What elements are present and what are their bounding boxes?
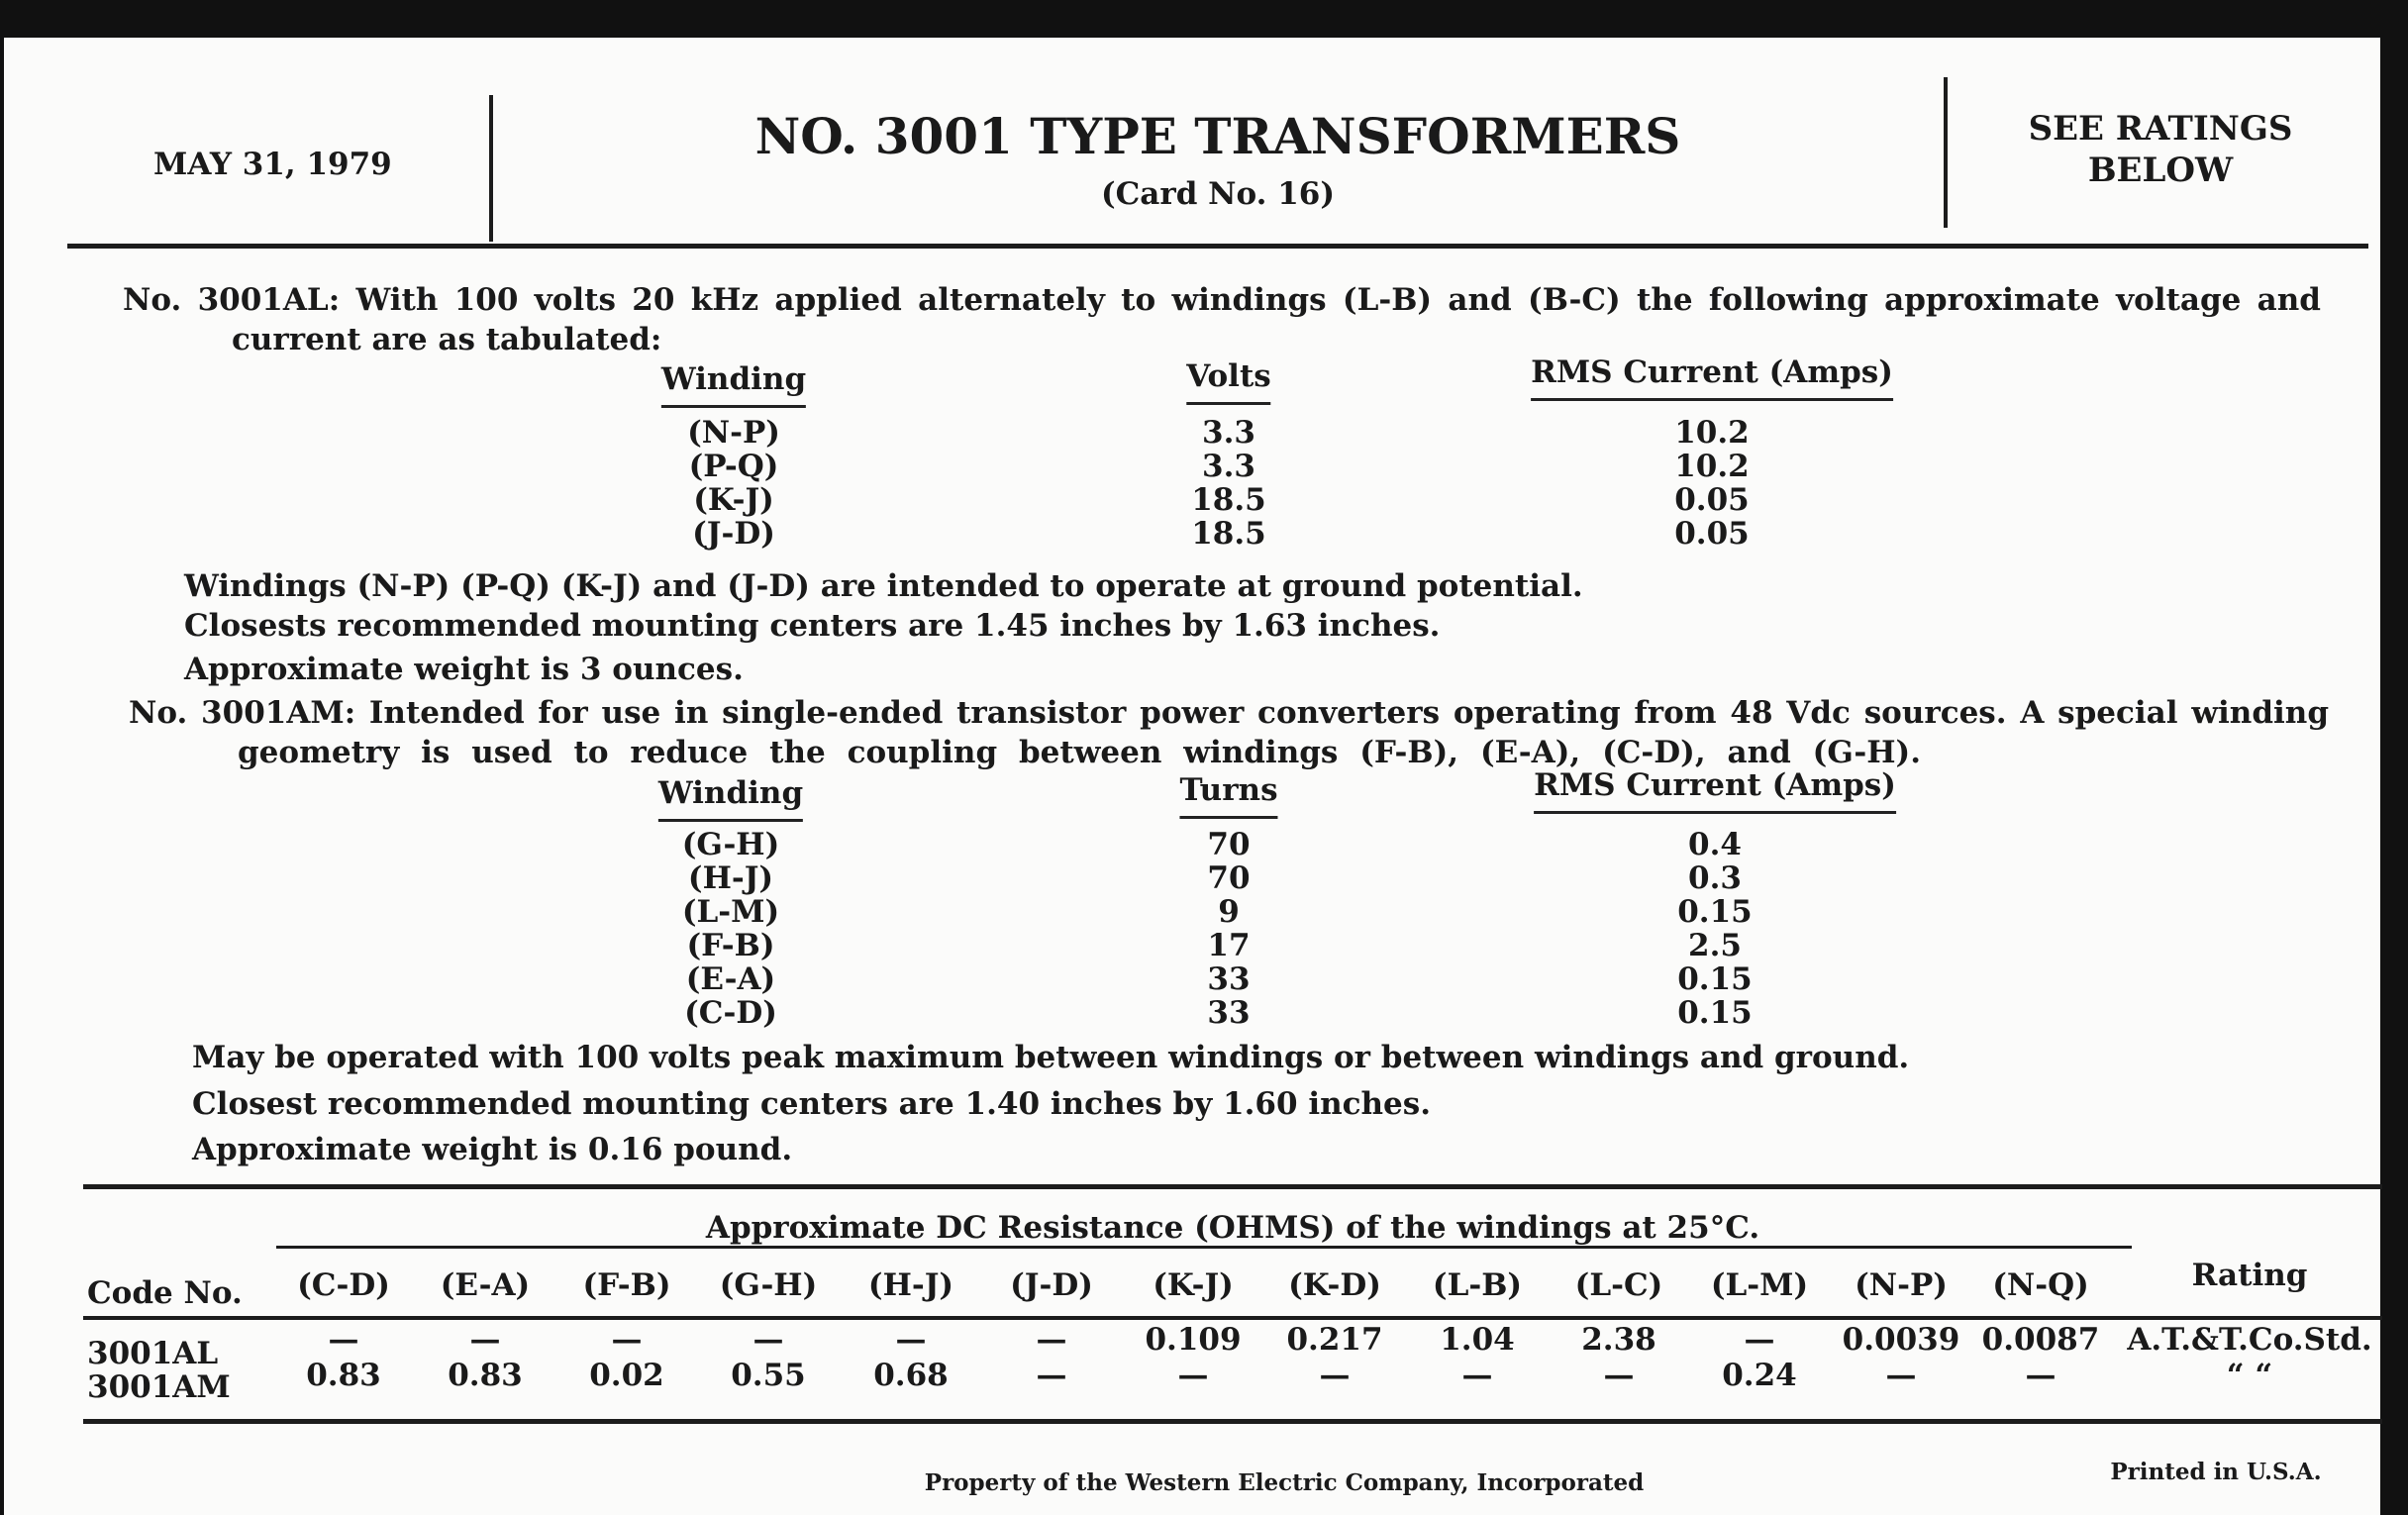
col-header: (K-D): [1288, 1267, 1381, 1303]
col-header: Turns: [1179, 772, 1277, 819]
col-header: (K-J): [1153, 1267, 1234, 1303]
ratings-note: BELOW: [2087, 151, 2234, 190]
col-header: Rating: [2191, 1258, 2308, 1293]
table-cell: —: [469, 1322, 501, 1358]
table-cell: (P-Q): [688, 449, 779, 484]
table-cell: 0.02: [589, 1358, 664, 1393]
al-note: Closests recommended mounting centers are 1.45 inches by 1.63 inches.: [184, 608, 1441, 644]
table-cell: 33: [1207, 961, 1251, 997]
table-cell: 70: [1207, 827, 1251, 862]
ratings-note: SEE RATINGS: [2028, 109, 2293, 149]
table-cell: “ “: [2226, 1358, 2273, 1393]
table-cell: —: [1177, 1358, 1209, 1393]
table-cell: 3.3: [1202, 415, 1255, 451]
dc-bottom-rule: [83, 1419, 2382, 1424]
footer-printed: Printed in U.S.A.: [2110, 1459, 2322, 1485]
table-cell: 0.15: [1677, 995, 1753, 1031]
divider: [489, 95, 493, 242]
am-intro: geometry is used to reduce the coupling between windings (F-B), (E-A), (C-D), and (G-H).: [238, 735, 1921, 770]
al-intro: No. 3001AL: With 100 volts 20 kHz applied alternately to windings (L-B) and (B-C) the following approximate voltage and: [123, 282, 2321, 318]
table-cell: 0.05: [1674, 482, 1750, 518]
table-cell: 0.05: [1674, 516, 1750, 552]
table-cell: 1.04: [1440, 1322, 1515, 1358]
col-header: RMS Current (Amps): [1531, 354, 1893, 401]
table-cell: (F-B): [686, 928, 775, 963]
table-cell: 0.217: [1286, 1322, 1383, 1358]
dc-title-rule: [276, 1246, 2132, 1249]
table-cell: 33: [1207, 995, 1251, 1031]
table-cell: —: [328, 1322, 359, 1358]
col-header: RMS Current (Amps): [1534, 767, 1896, 814]
table-cell: (E-A): [685, 961, 776, 997]
col-header: Volts: [1186, 358, 1270, 405]
col-header: Winding: [658, 775, 803, 822]
table-cell: 17: [1207, 928, 1251, 963]
table-cell: 0.3: [1688, 860, 1742, 896]
table-cell: (L-M): [681, 894, 780, 930]
table-cell: (H-J): [687, 860, 774, 896]
col-header: (N-Q): [1992, 1267, 2089, 1303]
card-date: MAY 31, 1979: [153, 147, 392, 182]
table-cell: 70: [1207, 860, 1251, 896]
al-intro: current are as tabulated:: [232, 322, 662, 357]
col-header: (H-J): [867, 1267, 954, 1303]
table-cell: 2.38: [1581, 1322, 1656, 1358]
table-cell: (J-D): [692, 516, 775, 552]
col-header: Winding: [661, 361, 806, 408]
table-cell: (N-P): [687, 415, 780, 451]
table-cell: 0.83: [306, 1358, 381, 1393]
footer-property: Property of the Western Electric Company, Incorporated: [924, 1469, 1645, 1496]
table-cell: —: [1461, 1358, 1493, 1393]
col-header: (L-B): [1432, 1267, 1523, 1303]
card-number: (Card No. 16): [1100, 176, 1336, 212]
table-cell: 0.4: [1688, 827, 1742, 862]
table-cell: 0.109: [1145, 1322, 1242, 1358]
table-cell: (G-H): [681, 827, 780, 862]
al-note: Approximate weight is 3 ounces.: [184, 652, 744, 687]
al-note: Windings (N-P) (P-Q) (K-J) and (J-D) are intended to operate at ground potential.: [184, 568, 1583, 604]
table-cell: 0.24: [1722, 1358, 1797, 1393]
table-cell: 0.15: [1677, 961, 1753, 997]
dc-header-rule: [83, 1316, 2382, 1320]
code-header: Code No.: [87, 1275, 243, 1311]
am-note: Closest recommended mounting centers are 1.40 inches by 1.60 inches.: [192, 1086, 1432, 1122]
table-cell: —: [2025, 1358, 2057, 1393]
table-cell: 0.15: [1677, 894, 1753, 930]
table-cell: A.T.&T.Co.Std.: [2127, 1322, 2372, 1358]
table-cell: 10.2: [1674, 415, 1750, 451]
table-cell: 0.0039: [1842, 1322, 1960, 1358]
code-cell: 3001AL: [87, 1336, 219, 1371]
table-cell: —: [1319, 1358, 1351, 1393]
am-note: May be operated with 100 volts peak maximum between windings or between windings and ground.: [192, 1040, 1910, 1075]
table-cell: 9: [1218, 894, 1240, 930]
table-cell: 0.0087: [1981, 1322, 2100, 1358]
table-cell: (K-J): [693, 482, 774, 518]
col-header: (J-D): [1010, 1267, 1093, 1303]
table-cell: —: [1036, 1358, 1067, 1393]
col-header: (F-B): [582, 1267, 671, 1303]
col-header: (C-D): [297, 1267, 390, 1303]
table-cell: —: [1603, 1358, 1635, 1393]
table-cell: 18.5: [1191, 516, 1266, 552]
table-cell: 2.5: [1688, 928, 1742, 963]
col-header: (L-C): [1574, 1267, 1663, 1303]
table-cell: —: [611, 1322, 643, 1358]
divider: [1944, 77, 1948, 228]
table-cell: 18.5: [1191, 482, 1266, 518]
table-cell: —: [1885, 1358, 1917, 1393]
section-rule: [83, 1184, 2382, 1189]
page-title: NO. 3001 TYPE TRANSFORMERS: [754, 107, 1681, 165]
table-cell: 0.83: [448, 1358, 523, 1393]
col-header: (G-H): [719, 1267, 818, 1303]
table-cell: 0.55: [731, 1358, 806, 1393]
am-note: Approximate weight is 0.16 pound.: [192, 1132, 793, 1167]
am-intro: No. 3001AM: Intended for use in single-ended transistor power converters operating from 48 Vdc sources. A special winding: [129, 695, 2329, 731]
table-cell: (C-D): [684, 995, 777, 1031]
table-cell: —: [1744, 1322, 1775, 1358]
col-header: (N-P): [1855, 1267, 1948, 1303]
table-cell: —: [895, 1322, 927, 1358]
col-header: (L-M): [1710, 1267, 1809, 1303]
dc-title: Approximate DC Resistance (OHMS) of the windings at 25°C.: [705, 1210, 1760, 1246]
col-header: (E-A): [440, 1267, 531, 1303]
table-cell: —: [752, 1322, 784, 1358]
code-cell: 3001AM: [87, 1369, 231, 1405]
table-cell: —: [1036, 1322, 1067, 1358]
table-cell: 10.2: [1674, 449, 1750, 484]
table-cell: 3.3: [1202, 449, 1255, 484]
table-cell: 0.68: [873, 1358, 949, 1393]
header-rule: [67, 244, 2368, 249]
